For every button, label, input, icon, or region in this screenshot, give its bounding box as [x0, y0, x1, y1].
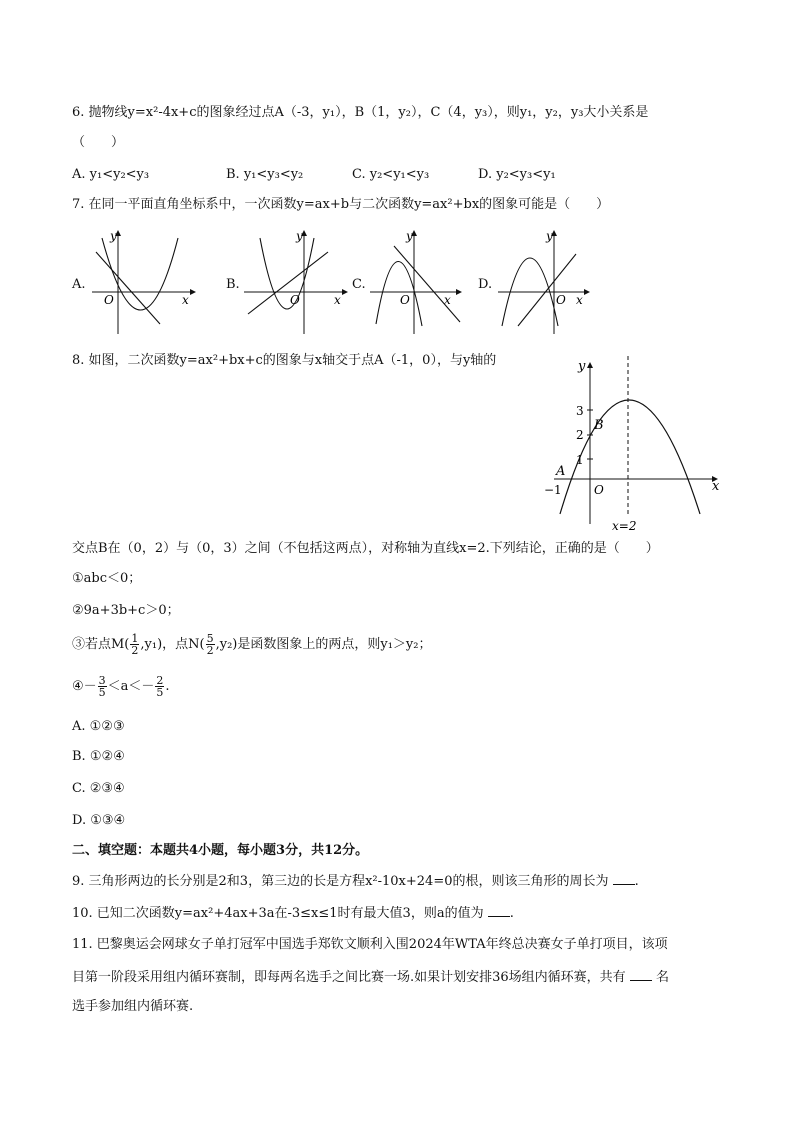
q8-graph-tick-3: 3	[576, 404, 584, 418]
q11-line1: 11. 巴黎奥运会网球女子单打冠军中国选手郑钦文顺利入围2024年WTA年终总决赛女子单打项目，该项	[72, 937, 668, 952]
q7-d-x-label: x	[576, 293, 583, 307]
q8-option-d: D. ①③④	[72, 813, 126, 828]
q7-label-d: D.	[478, 277, 493, 292]
q7-a-y-label: y	[110, 229, 117, 243]
q7-stem: 7. 在同一平面直角坐标系中，一次函数y=ax+b与二次函数y=ax²+bx的图象可能是（ ）	[72, 197, 610, 212]
q8-graph-point-a: A	[556, 464, 566, 479]
q7-d-y-label: y	[546, 229, 553, 243]
q8-s3-m-den: 2	[131, 644, 139, 657]
q8-s4-b-den: 5	[156, 686, 164, 699]
q6-stem: 6. 抛物线y=x²-4x+c的图象经过点A（-3，y₁），B（1，y₂），C（4，y₃），则y₁，y₂，y₃大小关系是	[72, 105, 649, 120]
q9-text: 9. 三角形两边的长分别是2和3，第三边的长是方程x²-10x+24=0的根，则该三角形的周长为	[72, 874, 609, 889]
q7-a-origin: O	[104, 293, 114, 307]
q8-statement-1: ①abc＜0；	[72, 571, 142, 586]
q8-s4-mid: ＜a＜－	[107, 679, 155, 694]
q8-graph-y-label: y	[578, 359, 586, 374]
q7-graph-d	[496, 226, 602, 338]
q7-d-origin: O	[556, 293, 566, 307]
q8-option-b: B. ①②④	[72, 749, 125, 764]
q7-c-x-label: x	[444, 293, 451, 307]
q8-s3-frac-n	[206, 633, 215, 656]
q8-s4-a-den: 5	[98, 686, 106, 699]
q10-end: .	[509, 906, 514, 921]
q8-s3-pre: ③若点M(	[72, 637, 130, 652]
q8-s3-mid: ,y₁)，点N(	[140, 637, 205, 652]
q11-line2-pre: 目第一阶段采用组内循环赛制，即每两名选手之间比赛一场.如果计划安排36场组内循环赛，共有	[72, 970, 626, 985]
q7-label-c: C.	[352, 277, 366, 292]
q7-b-y-label: y	[296, 229, 303, 243]
q8-graph-tick-minus-1: −1	[544, 483, 562, 497]
q10-text: 10. 已知二次函数y=ax²+4ax+3a在-3≤x≤1时有最大值3，则a的值为	[72, 906, 484, 921]
q7-b-x-label: x	[334, 293, 341, 307]
q8-s4-post: .	[165, 679, 170, 694]
q9-end: .	[634, 874, 639, 889]
q8-graph-tick-2: 2	[576, 428, 584, 442]
q8-graph-origin: O	[594, 483, 604, 497]
q8-option-c: C. ②③④	[72, 781, 125, 796]
q8-statement-2: ②9a+3b+c＞0；	[72, 603, 180, 618]
q7-label-b: B.	[226, 277, 240, 292]
q8-option-a: A. ①②③	[72, 719, 125, 734]
section2-title: 二、填空题：本题共4小题，每小题3分，共12分。	[72, 843, 369, 858]
q10-answer-blank[interactable]	[488, 904, 510, 917]
q8-statement-4	[72, 674, 170, 700]
q11-line2	[72, 968, 669, 987]
q6-option-d: D. y₂<y₃<y₁	[478, 167, 556, 182]
q8-s3-m-num: 1	[131, 632, 139, 645]
q8-s4-b-num: 2	[156, 674, 164, 687]
q8-graph-axis-label: x=2	[612, 519, 637, 533]
q7-graph-b	[242, 226, 348, 338]
q8-statement-3	[72, 632, 431, 658]
q7-b-origin: O	[290, 293, 300, 307]
q8-s3-frac-m	[130, 633, 139, 656]
q7-c-origin: O	[400, 293, 410, 307]
q6-option-b: B. y₁<y₃<y₂	[226, 167, 304, 182]
q7-label-a: A.	[72, 277, 86, 292]
q8-s3-post: ,y₂)是函数图象上的两点，则y₁＞y₂；	[215, 637, 432, 652]
q8-stem-b: 交点B在（0，2）与（0，3）之间（不包括这两点），对称轴为直线x=2.下列结论，正确的是（ ）	[72, 541, 659, 556]
q6-option-c: C. y₂<y₁<y₃	[352, 167, 430, 182]
q7-a-x-label: x	[182, 293, 189, 307]
q8-s3-n-num: 5	[206, 632, 214, 645]
q7-graph-a	[90, 226, 196, 338]
q7-c-y-label: y	[406, 229, 413, 243]
q6-paren: （ ）	[72, 135, 125, 150]
q8-s4-pre: ④－	[72, 679, 97, 694]
q8-s4-a-num: 3	[98, 674, 106, 687]
q6-option-a: A. y₁<y₂<y₃	[72, 167, 150, 182]
q8-s4-frac-a	[98, 675, 107, 698]
q8-graph-x-label: x	[712, 479, 720, 494]
q7-graph-c	[368, 226, 474, 338]
q10	[72, 904, 514, 923]
q9-answer-blank[interactable]	[613, 872, 635, 885]
q8-s3-n-den: 2	[206, 644, 214, 657]
q11-line2-post: 名	[655, 970, 669, 985]
q8-s4-frac-b	[155, 675, 164, 698]
q8-graph-point-b: B	[594, 418, 604, 433]
q8-graph	[540, 352, 726, 536]
q11-line3: 选手参加组内循环赛.	[72, 999, 194, 1014]
q11-answer-blank[interactable]	[630, 968, 652, 981]
q8-graph-tick-1: 1	[576, 453, 584, 467]
q9	[72, 872, 639, 891]
q8-stem-a: 8. 如图，二次函数y=ax²+bx+c的图象与x轴交于点A（-1，0），与y轴的	[72, 353, 497, 368]
